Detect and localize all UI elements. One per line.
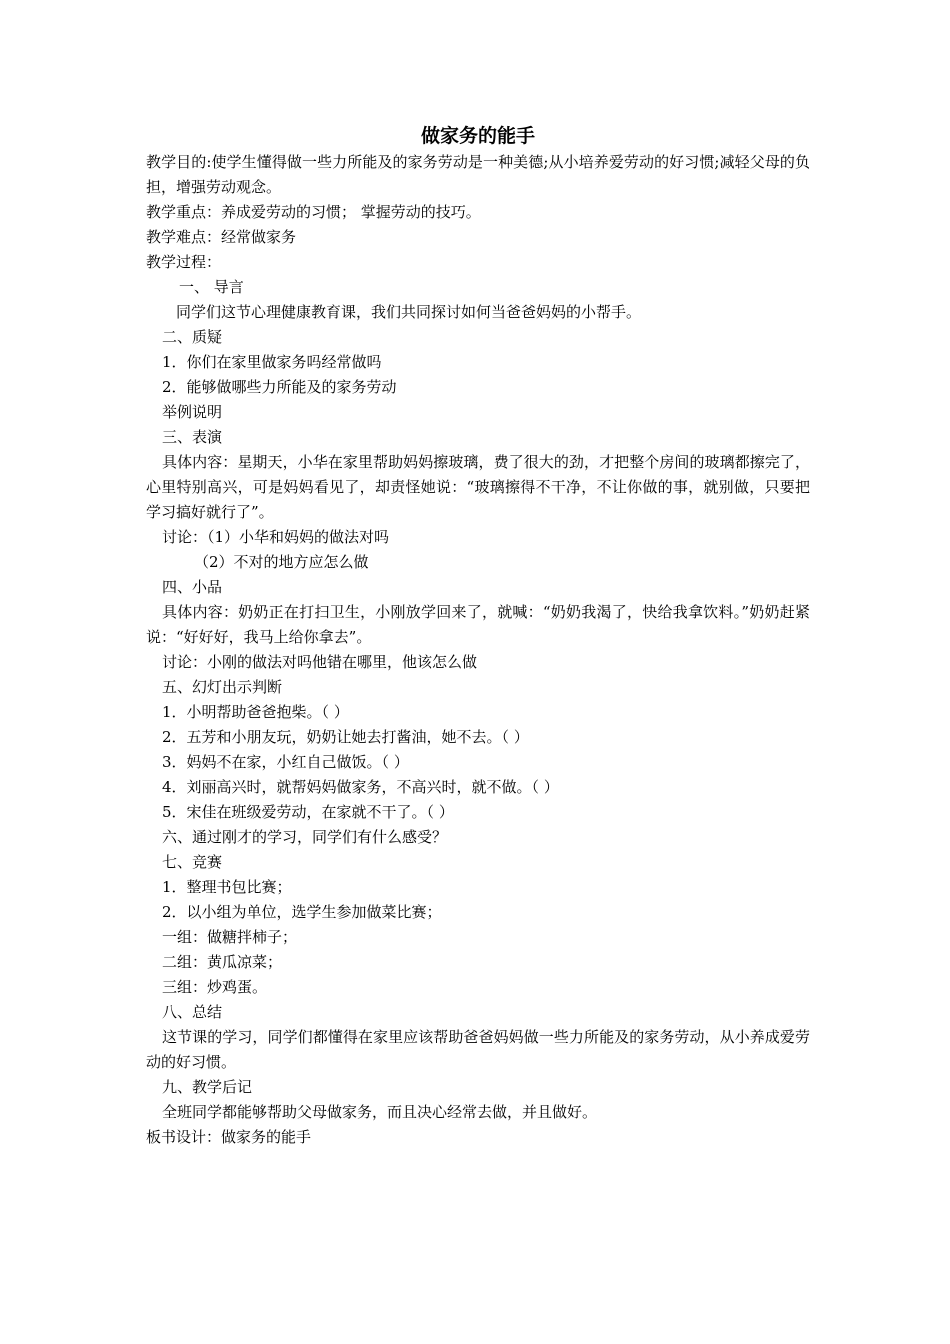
section-4-heading: 四、小品 (162, 578, 223, 596)
teaching-difficulty: 教学难点：经常做家务 (146, 228, 297, 246)
teaching-process-label: 教学过程： (146, 253, 222, 271)
section-1-text: 同学们这节心理健康教育课，我们共同探讨如何当爸爸妈妈的小帮手。 (176, 303, 642, 321)
teaching-key-points: 教学重点：养成爱劳动的习惯； 掌握劳动的技巧。 (146, 203, 481, 221)
section-9-text: 全班同学都能够帮助父母做家务，而且决心经常去做，并且做好。 (162, 1103, 598, 1121)
competition-item: 2．以小组为单位，选学生参加做菜比赛； (162, 903, 442, 921)
competition-item: 二组：黄瓜凉菜； (162, 953, 283, 971)
section-4-content: 具体内容：奶奶正在打扫卫生，小刚放学回来了，就喊：“奶奶我渴了，快给我拿饮料。”奶奶赶紧说：“好好好，我马上给你拿去”。 (146, 603, 810, 646)
competition-item: 三组：炒鸡蛋。 (162, 978, 268, 996)
section-3-discussion-2: （2）不对的地方应怎么做 (194, 553, 369, 571)
judgement-item: 1．小明帮助爸爸抱柴。（ ） (162, 703, 349, 721)
section-2-heading: 二、质疑 (162, 328, 223, 346)
section-7-heading: 七、竞赛 (162, 853, 223, 871)
section-8-heading: 八、总结 (162, 1003, 223, 1021)
board-design: 板书设计：做家务的能手 (146, 1128, 312, 1146)
competition-item: 一组：做糖拌柿子； (162, 928, 298, 946)
section-2-example: 举例说明 (162, 403, 223, 421)
teaching-objective: 教学目的:使学生懂得做一些力所能及的家务劳动是一种美德;从小培养爱劳动的好习惯;减轻父母的负担，增强劳动观念。 (146, 153, 810, 196)
competition-item: 1．整理书包比赛； (162, 878, 292, 896)
section-9-heading: 九、教学后记 (162, 1078, 253, 1096)
section-8-text: 这节课的学习，同学们都懂得在家里应该帮助爸爸妈妈做一些力所能及的家务劳动，从小养成爱劳动的好习惯。 (146, 1028, 810, 1071)
section-3-content: 具体内容：星期天，小华在家里帮助妈妈擦玻璃，费了很大的劲，才把整个房间的玻璃都擦完了，心里特别高兴，可是妈妈看见了，却责怪她说：“玻璃擦得不干净，不让你做的事，就别做，只要把学习搞好就行了”。 (146, 453, 810, 521)
section-3-discussion-1: 讨论：（1）小华和妈妈的做法对吗 (162, 528, 390, 546)
section-4-discussion: 讨论：小刚的做法对吗他错在哪里，他该怎么做 (162, 653, 478, 671)
section-2-question-2: 2．能够做哪些力所能及的家务劳动 (162, 378, 397, 396)
section-2-question-1: 1．你们在家里做家务吗经常做吗 (162, 353, 382, 371)
document-title: 做家务的能手 (420, 125, 535, 147)
judgement-item: 2．五芳和小朋友玩，奶奶让她去打酱油，她不去。（ ） (162, 728, 529, 746)
section-1-heading: 一、 导言 (179, 278, 244, 296)
section-3-heading: 三、表演 (162, 428, 223, 446)
section-6-heading: 六、通过刚才的学习，同学们有什么感受？ (162, 828, 448, 846)
judgement-item: 4．刘丽高兴时，就帮妈妈做家务，不高兴时，就不做。（ ） (162, 778, 559, 796)
judgement-item: 5．宋佳在班级爱劳动，在家就不干了。（ ） (162, 803, 454, 821)
judgement-item: 3．妈妈不在家，小红自己做饭。（ ） (162, 753, 409, 771)
document-page (146, 122, 810, 1150)
section-5-heading: 五、幻灯出示判断 (162, 678, 283, 696)
